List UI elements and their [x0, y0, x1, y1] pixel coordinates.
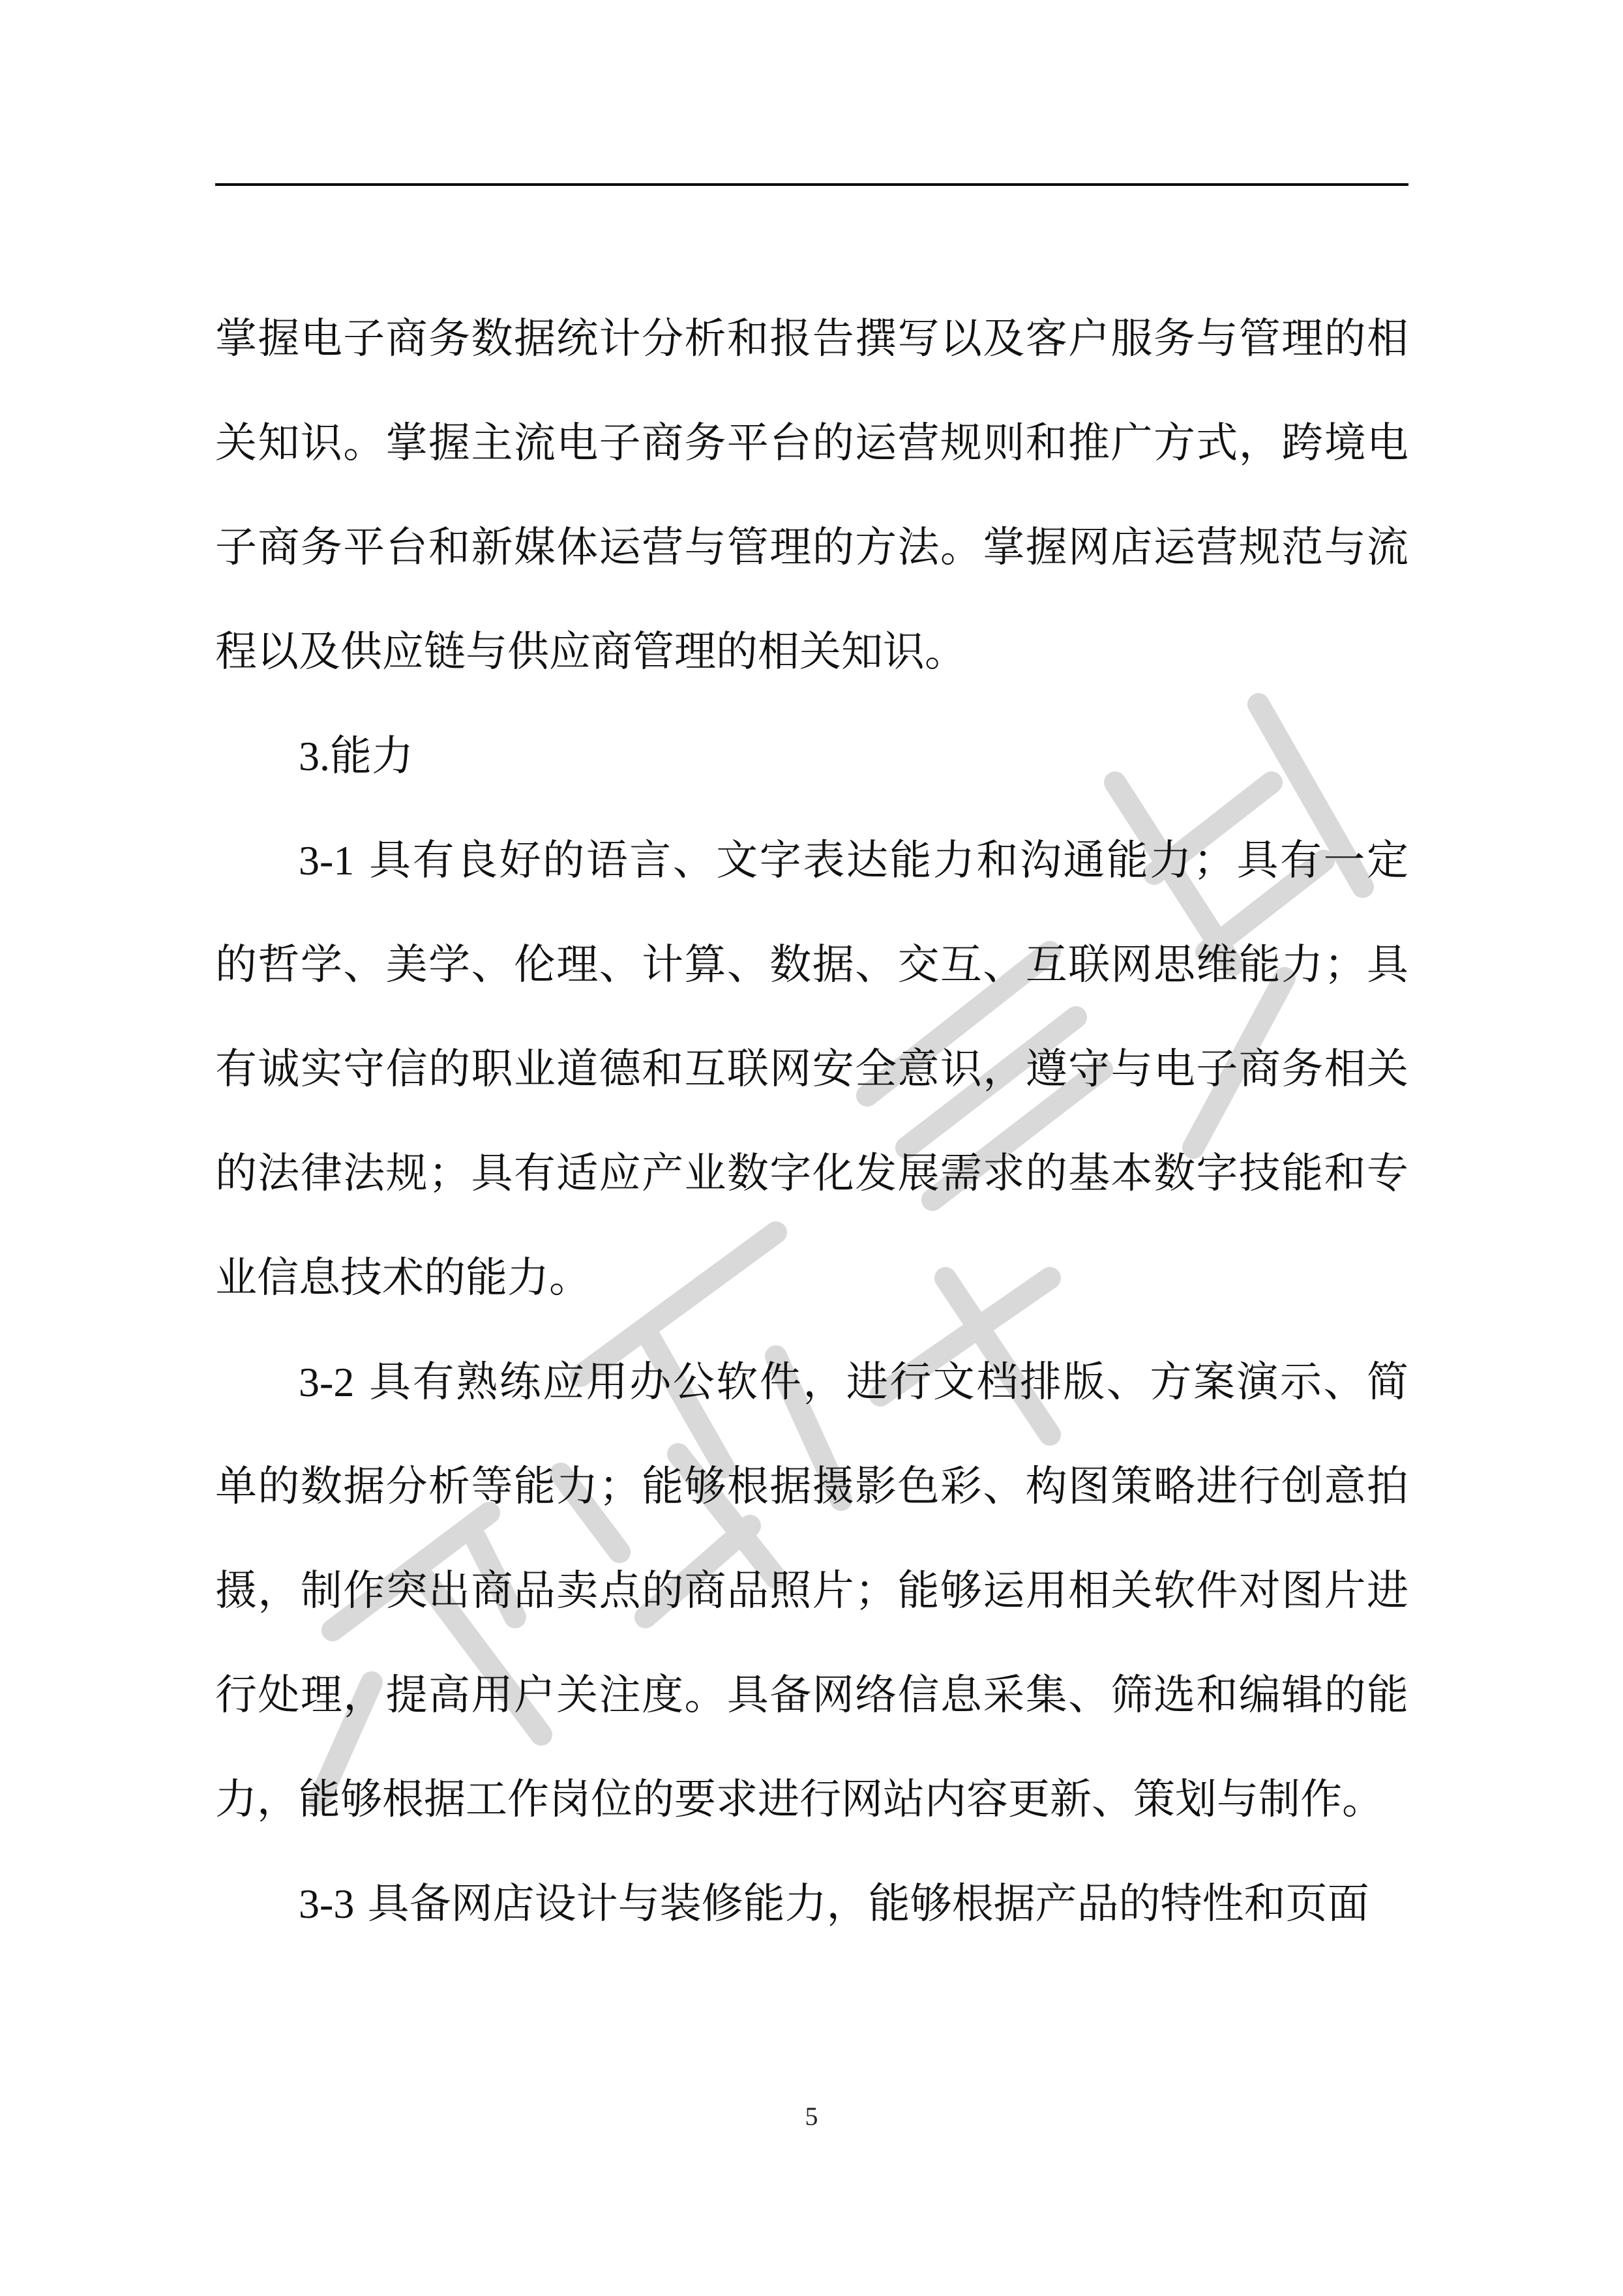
item-text: 具备网店设计与装修能力，能够根据产品的特性和页面: [354, 1880, 1369, 1928]
item-number: 3-2: [299, 1359, 355, 1405]
item-number: 3-1: [299, 837, 355, 884]
item-number: 3-3: [299, 1881, 355, 1927]
paragraph-knowledge: 掌握电子商务数据统计分析和报告撰写以及客户服务与管理的相关知识。掌握主流电子商务平台的运营规则和推广方式，跨境电子商务平台和新媒体运营与管理的方法。掌握网店运营规范与流程以及供应链与供应商管理的相关知识。: [215, 315, 1408, 676]
section-number: 3.: [299, 733, 330, 779]
item-text: 具有良好的语言、文字表达能力和沟通能力；具有一定的哲学、美学、伦理、计算、数据、交互、互联网思维能力；具有诚实守信的职业道德和互联网安全意识，遵守与电子商务相关的法律法规；具有适应产业数字化发展需求的基本数字技能和专业信息技术的能力。: [215, 837, 1408, 1302]
paragraph-ability-3-2: [215, 1330, 1408, 1852]
section-heading: [215, 704, 1408, 809]
section-title: 能力: [330, 732, 413, 781]
page-number: 5: [805, 2102, 818, 2131]
paragraph-ability-3-1: [215, 809, 1408, 1330]
body-text: [215, 287, 1408, 1956]
header-rule: [215, 183, 1408, 186]
item-text: 具有熟练应用办公软件，进行文档排版、方案演示、简单的数据分析等能力；能够根据摄影色彩、构图策略进行创意拍摄，制作突出商品卖点的商品照片；能够运用相关软件对图片进行处理，提高用户关注度。具备网络信息采集、筛选和编辑的能力，能够根据工作岗位的要求进行网站内容更新、策划与制作。: [215, 1358, 1408, 1824]
paragraph-ability-3-3: [215, 1852, 1408, 1956]
